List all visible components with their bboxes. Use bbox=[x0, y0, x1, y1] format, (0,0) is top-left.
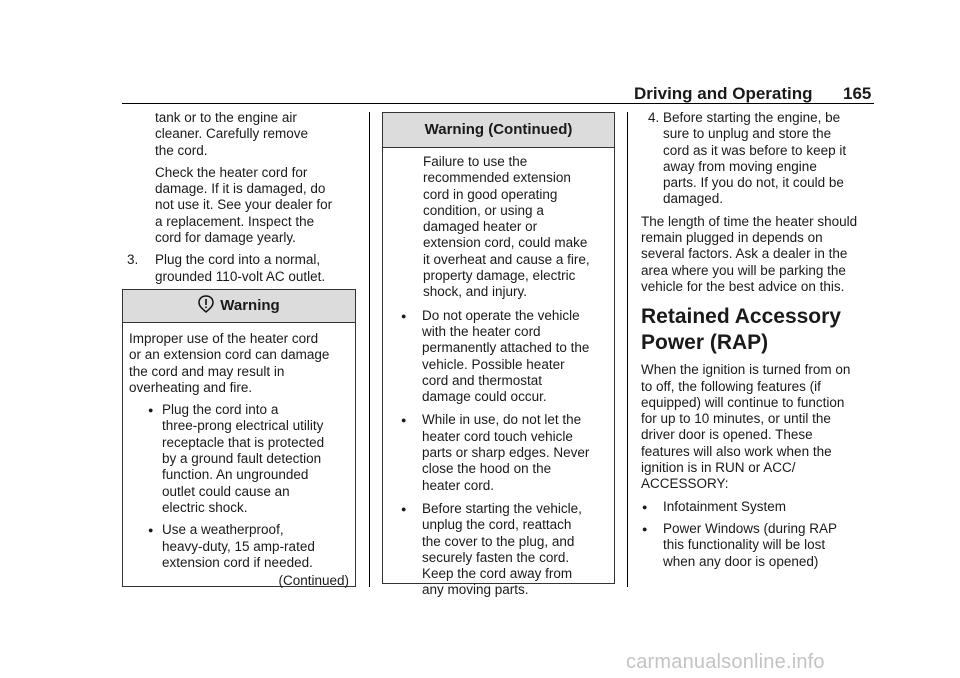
text-line: cleaner. Carefully remove bbox=[155, 126, 309, 142]
text-line: close the hood on the bbox=[422, 461, 552, 477]
text-line: Plug the cord into a bbox=[162, 402, 279, 418]
text-line: Before starting the vehicle, bbox=[422, 500, 582, 516]
text-line: the cover to the plug, and bbox=[422, 533, 575, 549]
list-item bbox=[641, 521, 877, 570]
column-divider bbox=[369, 112, 370, 587]
text-line: for up to 10 minutes, or until the bbox=[641, 411, 831, 427]
rap-paragraph bbox=[641, 362, 877, 492]
warning-continued-body bbox=[383, 148, 614, 599]
warning-icon bbox=[198, 293, 214, 325]
text-line: equipped) will continue to function bbox=[641, 394, 845, 410]
list-item bbox=[129, 522, 349, 571]
bullet-mark: ● bbox=[401, 503, 407, 514]
page-number: 165 bbox=[843, 84, 872, 103]
text-line: the cord. bbox=[155, 142, 208, 158]
text-line: damaged. bbox=[663, 191, 724, 207]
text-line: cord and thermostat bbox=[422, 372, 543, 388]
text-line: cord as it was before to keep it bbox=[663, 142, 847, 158]
text-line: extension cord, could make bbox=[423, 235, 588, 251]
text-line: Do not operate the vehicle bbox=[422, 307, 580, 323]
text-line: damaged heater or bbox=[423, 219, 538, 235]
text-line: electric shock. bbox=[162, 499, 248, 515]
page-header bbox=[0, 84, 960, 104]
text-line: ignition is in RUN or ACC/ bbox=[641, 460, 796, 476]
warning-box bbox=[122, 289, 356, 587]
text-line: cord in good operating bbox=[423, 186, 558, 202]
text-line: heater cord. bbox=[422, 477, 495, 493]
text-line: function. An ungrounded bbox=[162, 467, 309, 483]
text-line: or an extension cord can damage bbox=[129, 347, 330, 363]
text-line: Power (RAP) bbox=[641, 331, 769, 355]
text-line: receptacle that is protected bbox=[162, 434, 325, 450]
text-line: it overheat and cause a fire, bbox=[423, 251, 590, 267]
text-line: condition, or using a bbox=[423, 202, 544, 218]
step-number: 4. bbox=[648, 110, 660, 125]
text-line: When the ignition is turned from on bbox=[641, 362, 851, 378]
continued-label: (Continued) bbox=[278, 573, 349, 589]
warning-title: Warning bbox=[220, 297, 280, 314]
list-item bbox=[389, 308, 608, 406]
section-title: Driving and Operating bbox=[634, 84, 813, 103]
text-line: grounded 110-volt AC outlet. bbox=[155, 268, 326, 284]
text-line: While in use, do not let the bbox=[422, 412, 582, 428]
list-item bbox=[641, 499, 877, 515]
heater-time-paragraph bbox=[641, 214, 877, 295]
text-line: damage could occur. bbox=[422, 389, 547, 405]
text-line: area where you will be parking the bbox=[641, 262, 846, 278]
text-line: Improper use of the heater cord bbox=[129, 331, 319, 346]
column-divider bbox=[627, 112, 628, 587]
text-line: to off, the following features (if bbox=[641, 378, 821, 394]
text-line: Retained Accessory bbox=[641, 305, 841, 329]
text-line: when any door is opened) bbox=[663, 553, 819, 569]
text-line: Plug the cord into a normal, bbox=[155, 252, 321, 268]
section-heading bbox=[641, 304, 877, 356]
text-line: not use it. See your dealer for bbox=[155, 197, 333, 213]
text-line: permanently attached to the bbox=[422, 340, 590, 356]
text-line: Use a weatherproof, bbox=[162, 522, 284, 538]
text-line: property damage, electric bbox=[423, 268, 576, 284]
step-4 bbox=[641, 110, 877, 208]
text-line: damage. If it is damaged, do bbox=[155, 181, 326, 197]
warning-continued-header: Warning (Continued) bbox=[383, 113, 614, 148]
text-line: parts. If you do not, it could be bbox=[663, 175, 844, 191]
warning-body bbox=[123, 323, 355, 589]
bullet-mark: ● bbox=[148, 525, 154, 536]
text-line: the cord and may result in bbox=[129, 363, 285, 379]
bullet-mark: ● bbox=[401, 415, 407, 426]
text-line: a replacement. Inspect the bbox=[155, 213, 315, 229]
text-line: outlet could cause an bbox=[162, 483, 290, 499]
text-line: overheating and fire. bbox=[129, 379, 253, 395]
column-right bbox=[641, 110, 877, 570]
list-item bbox=[389, 412, 608, 493]
cleaner-paragraph bbox=[127, 110, 357, 159]
text-line: Keep the cord away from bbox=[422, 566, 573, 582]
text-line: unplug the cord, reattach bbox=[422, 517, 572, 533]
text-line: remain plugged in depends on bbox=[641, 230, 823, 246]
warning-continued-box bbox=[382, 112, 615, 598]
text-line: by a ground fault detection bbox=[162, 451, 322, 467]
bullet-mark: ● bbox=[401, 310, 407, 321]
text-line: Check the heater cord for bbox=[155, 164, 308, 180]
text-line: heavy-duty, 15 amp-rated bbox=[162, 538, 315, 554]
text-line: with the heater cord bbox=[422, 323, 541, 339]
text-line: vehicle. Possible heater bbox=[422, 356, 565, 372]
text-line: Failure to use the bbox=[423, 154, 528, 169]
step-number: 3. bbox=[127, 252, 139, 268]
text-line: shock, and injury. bbox=[423, 284, 528, 300]
text-line: ACCESSORY: bbox=[641, 476, 729, 492]
bullet-mark: ● bbox=[642, 501, 648, 512]
text-line: parts or sharp edges. Never bbox=[422, 445, 590, 461]
list-item bbox=[129, 402, 349, 516]
bullet-mark: ● bbox=[642, 523, 648, 534]
text-line: extension cord if needed. bbox=[162, 554, 313, 570]
step-3 bbox=[127, 252, 357, 285]
text-line: three-prong electrical utility bbox=[162, 418, 324, 434]
warning-header bbox=[123, 290, 355, 323]
text-line: driver door is opened. These bbox=[641, 427, 813, 443]
header-rule bbox=[122, 103, 874, 104]
warning-paragraph bbox=[389, 154, 608, 301]
text-line: securely fasten the cord. bbox=[422, 549, 570, 565]
watermark: carmanualsonline.info bbox=[626, 651, 825, 673]
text-line: cord for damage yearly. bbox=[155, 230, 296, 246]
text-line: several factors. Ask a dealer in the bbox=[641, 246, 848, 262]
text-line: sure to unplug and store the bbox=[663, 126, 832, 142]
text-line: heater cord touch vehicle bbox=[422, 428, 573, 444]
text-line: tank or to the engine air bbox=[155, 110, 297, 125]
text-line: this functionality will be lost bbox=[663, 537, 826, 553]
text-line: any moving parts. bbox=[422, 582, 529, 598]
text-line: away from moving engine bbox=[663, 158, 817, 174]
text-line: features will also work when the bbox=[641, 443, 832, 459]
text-line: Infotainment System bbox=[663, 498, 787, 514]
text-line: Power Windows (during RAP bbox=[663, 520, 838, 536]
list-item bbox=[389, 501, 608, 599]
text-line: recommended extension bbox=[423, 170, 571, 186]
column-left bbox=[127, 110, 357, 285]
text-line: vehicle for the best advice on this. bbox=[641, 278, 845, 294]
bullet-mark: ● bbox=[148, 405, 154, 416]
text-line: The length of time the heater should bbox=[641, 213, 858, 229]
check-paragraph bbox=[127, 165, 357, 246]
text-line: Before starting the engine, be bbox=[663, 110, 841, 125]
